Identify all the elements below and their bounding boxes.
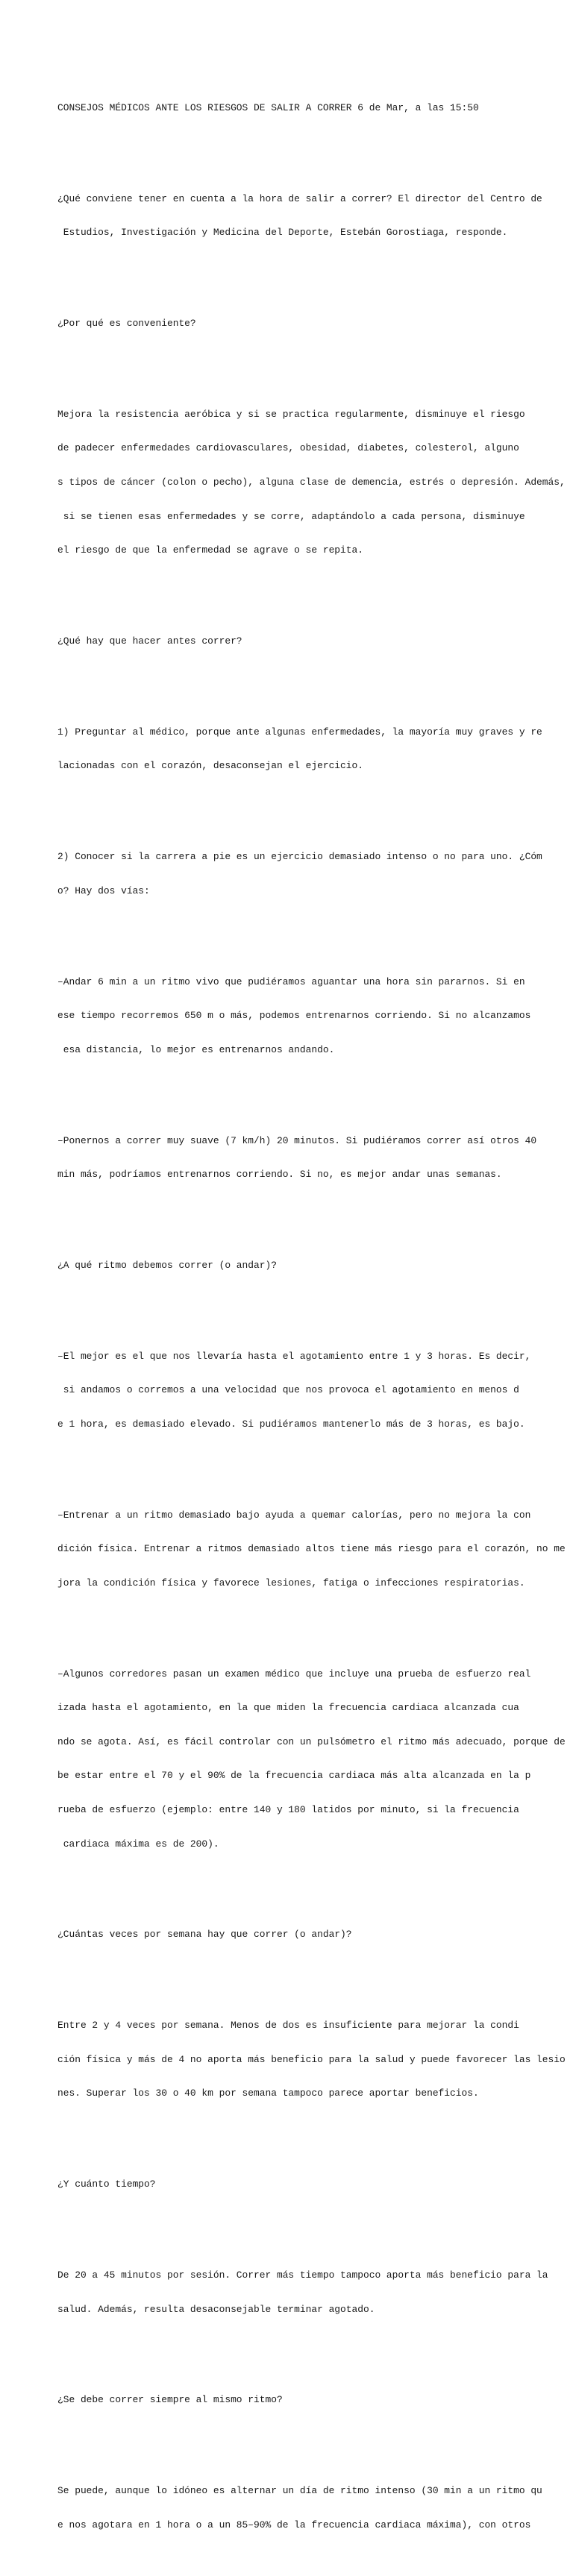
text-line: Entre 2 y 4 veces por semana. Menos de dos es insuficiente para mejorar la condi [57,2020,519,2032]
question-heading [57,1906,572,1963]
text-line: el riesgo de que la enfermedad se agrave o se repita. [57,544,363,556]
question-heading [57,2372,572,2428]
text-line: ¿Qué hay que hacer antes correr? [57,635,242,647]
text-line: ¿Por qué es conveniente? [57,318,196,329]
text-line: si se tienen esas enfermedades y se corre, adaptándolo a cada persona, disminuye [57,510,525,522]
text-line: ¿A qué ritmo debemos correr (o andar)? [57,1259,277,1271]
question-heading [57,2156,572,2213]
text-line: –Ponernos a correr muy suave (7 km/h) 20 minutos. Si pudiéramos correr así otros 40 [57,1134,537,1146]
text-line: ¿Cuántas veces por semana hay que correr (o andar)? [57,1929,352,1941]
text-line: –Algunos corredores pasan un examen médico que incluye una prueba de esfuerzo real [57,1668,531,1680]
text-line: –Entrenar a un ritmo demasiado bajo ayuda a quemar calorías, pero no mejora la con [57,1509,531,1521]
text-line: nes. Superar los 30 o 40 km por semana tampoco parece aportar beneficios. [57,2087,479,2099]
paragraph [57,1486,572,1611]
text-line: be estar entre el 70 y el 90% de la frecuencia cardiaca más alta alcanzada en la p [57,1770,531,1782]
text-line: salud. Además, resulta desaconsejable terminar agotado. [57,2303,375,2315]
text-line: e 1 hora, es demasiado elevado. Si pudiéramos mantenerlo más de 3 horas, es bajo. [57,1418,525,1430]
text-line: 1) Preguntar al médico, porque ante algunas enfermedades, la mayoría muy graves y re [57,726,542,738]
text-line: Se puede, aunque lo idóneo es alternar un día de ritmo intenso (30 min a un ritmo qu [57,2485,542,2497]
paragraph [57,386,572,578]
text-line: esa distancia, lo mejor es entrenarnos andando. [57,1043,335,1055]
text-line: o? Hay dos vías: [57,885,150,896]
text-line: De 20 a 45 minutos por sesión. Correr más tiempo tampoco aporta más beneficio para la [57,2269,548,2281]
paragraph [57,703,572,794]
text-line: izada hasta el agotamiento, en la que miden la frecuencia cardiaca alcanzada cua [57,1702,519,1714]
text-line: ¿Y cuánto tiempo? [57,2178,156,2190]
paragraph [57,829,572,920]
text-line: lacionadas con el corazón, desaconsejan el ejercicio. [57,760,363,772]
text-line: e nos agotara en 1 hora o a un 85–90% de la frecuencia cardiaca máxima), con otros [57,2519,531,2531]
document-body [57,57,572,2576]
question-heading [57,613,572,670]
text-line: min más, podríamos entrenarnos corriendo. Si no, es mejor andar unas semanas. [57,1169,502,1181]
paragraph [57,2463,572,2554]
question-heading [57,1237,572,1294]
text-line: ¿Qué conviene tener en cuenta a la hora de salir a correr? El director del Centro de [57,192,542,204]
text-line: ese tiempo recorremos 650 m o más, podemos entrenarnos corriendo. Si no alcanzamos [57,1010,531,1022]
text-line: jora la condición física y favorece lesiones, fatiga o infecciones respiratorias. [57,1577,525,1589]
paragraph [57,2247,572,2338]
paragraph [57,953,572,1078]
document-title [57,79,572,136]
question-heading [57,295,572,352]
text-line: –Andar 6 min a un ritmo vivo que pudiéramos aguantar una hora sin pararnos. Si en [57,976,525,987]
text-line: –El mejor es el que nos llevaría hasta el agotamiento entre 1 y 3 horas. Es decir, [57,1350,531,1362]
text-line: s tipos de cáncer (colon o pecho), alguna clase de demencia, estrés o depresión. Además, [57,476,566,488]
paragraph [57,1328,572,1452]
text-line: ndo se agota. Así, es fácil controlar con un pulsómetro el ritmo más adecuado, porque de [57,1735,566,1747]
text-line: ¿Se debe correr siempre al mismo ritmo? [57,2394,283,2406]
text-line: 2) Conocer si la carrera a pie es un ejercicio demasiado intenso o no para uno. ¿Cóm [57,851,542,863]
text-line: rueba de esfuerzo (ejemplo: entre 140 y 180 latidos por minuto, si la frecuencia [57,1804,519,1816]
text-line: CONSEJOS MÉDICOS ANTE LOS RIESGOS DE SALIR A CORRER 6 de Mar, a las 15:50 [57,101,479,113]
text-line: ción física y más de 4 no aporta más beneficio para la salud y puede favorecer las lesio [57,2053,566,2065]
text-line: si andamos o corremos a una velocidad que nos provoca el agotamiento en menos d [57,1384,519,1396]
paragraph [57,1112,572,1203]
paragraph [57,1645,572,1872]
text-line: cardiaca máxima es de 200). [57,1838,219,1850]
text-line: de padecer enfermedades cardiovasculares, obesidad, diabetes, colesterol, alguno [57,442,519,454]
text-line: Estudios, Investigación y Medicina del Deporte, Estebán Gorostiaga, responde. [57,227,508,239]
text-line: Mejora la resistencia aeróbica y si se practica regularmente, disminuye el riesgo [57,408,525,420]
text-line: dición física. Entrenar a ritmos demasiado altos tiene más riesgo para el corazón, no me [57,1543,566,1555]
paragraph [57,1997,572,2122]
paragraph-intro [57,170,572,261]
